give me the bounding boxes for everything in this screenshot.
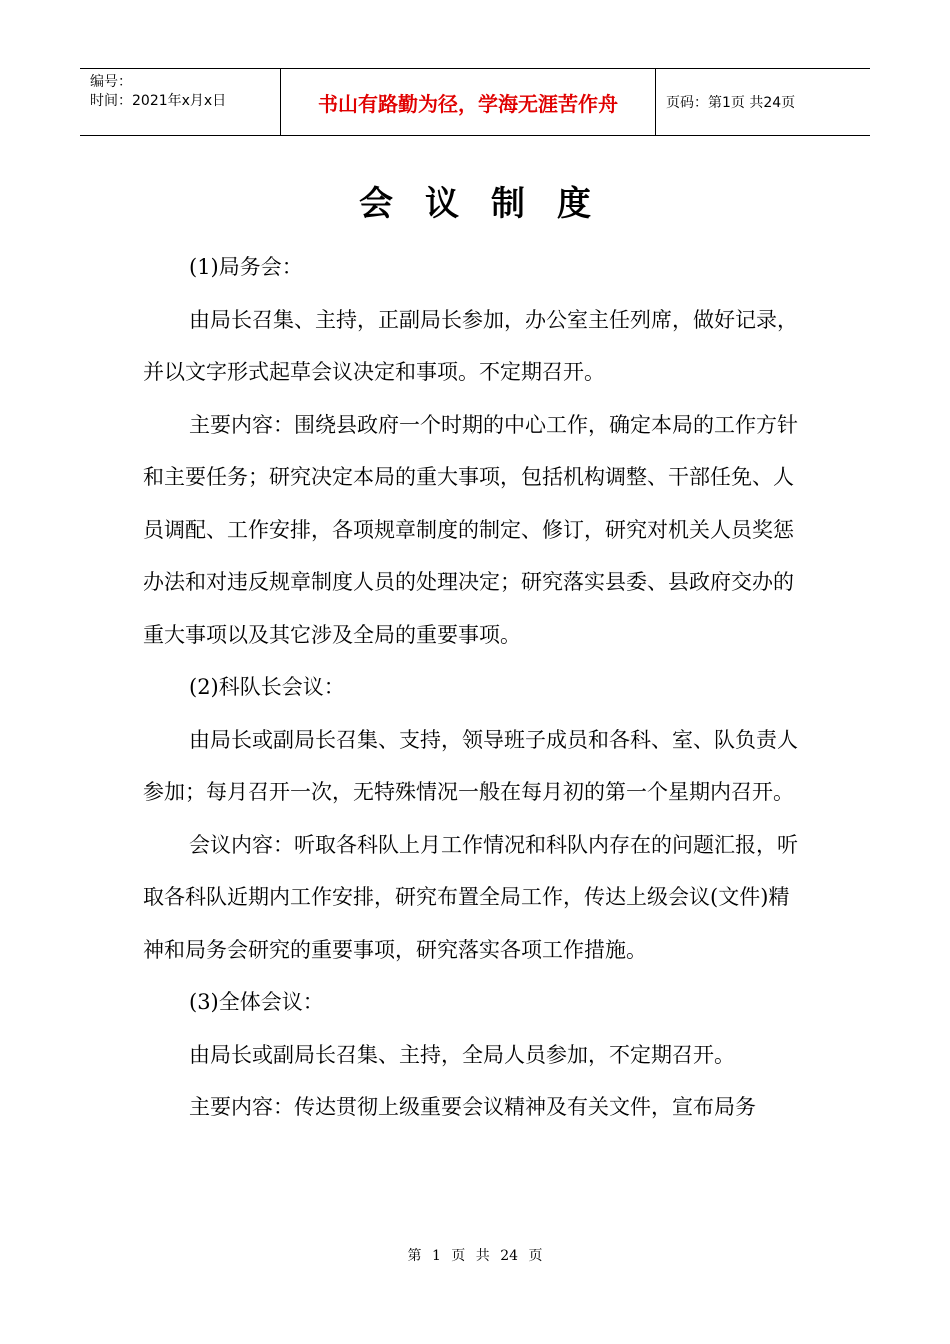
document-body	[143, 241, 807, 1134]
section-heading-3: (3)全体会议：	[189, 990, 324, 1014]
paragraph: 主要内容：围绕县政府一个时期的中心工作，确定本局的工作方针和主要任务；研究决定本局的重大事项，包括机构调整、干部任免、人员调配、工作安排，各项规章制度的制定、修订，研究对机关人员奖惩办法和对违反规章制度人员的处理决定；研究落实县委、县政府交办的重大事项以及其它涉及全局的重要事项。	[143, 412, 798, 647]
number-label: 编号：	[90, 74, 132, 90]
document-title: 会议制度	[359, 184, 623, 224]
section-heading-2: (2)科队长会议：	[189, 675, 345, 699]
paragraph: 由局长或副局长召集、主持，全局人员参加，不定期召开。	[189, 1042, 735, 1067]
paragraph: 主要内容：传达贯彻上级重要会议精神及有关文件，宣布局务	[189, 1095, 756, 1119]
paragraph: 会议内容：听取各科队上月工作情况和科队内存在的问题汇报，听取各科队近期内工作安排，研究布置全局工作，传达上级会议(文件)精神和局务会研究的重要事项，研究落实各项工作措施。	[143, 832, 798, 962]
time-label: 时间：2021年x月x日	[90, 93, 227, 109]
document-header	[80, 68, 870, 136]
header-page-info: 页码：第1页 共24页	[666, 95, 796, 111]
paragraph: 由局长召集、主持，正副局长参加，办公室主任列席，做好记录，并以文字形式起草会议决定和事项。不定期召开。	[143, 307, 798, 384]
paragraph: 由局长或副局长召集、支持，领导班子成员和各科、室、队负责人参加；每月召开一次，无特殊情况一般在每月初的第一个星期内召开。	[143, 727, 798, 804]
page-footer: 第 1 页 共 24 页	[407, 1248, 543, 1264]
header-meta	[80, 69, 281, 135]
section-heading-1: (1)局务会：	[189, 255, 303, 279]
header-motto: 书山有路勤为径，学海无涯苦作舟	[281, 69, 656, 135]
